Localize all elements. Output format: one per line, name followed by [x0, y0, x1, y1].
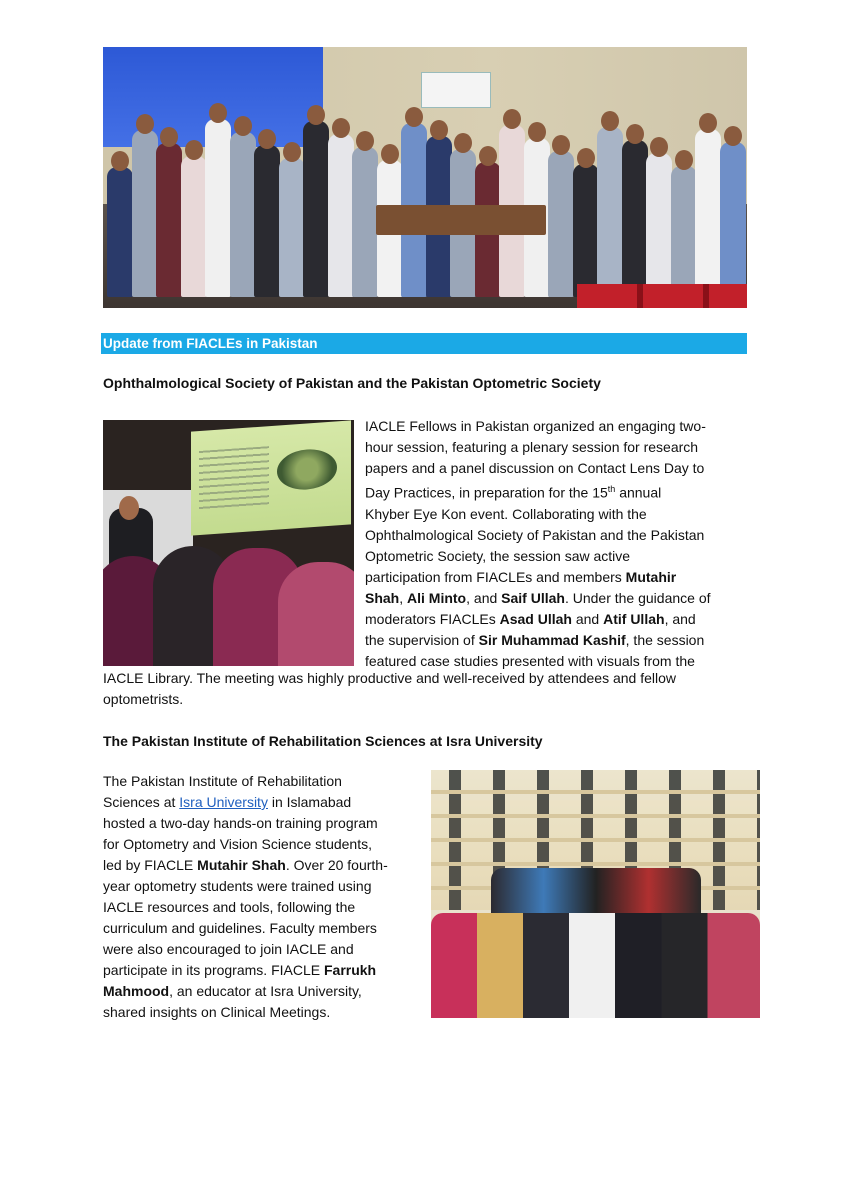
person-head [185, 140, 203, 160]
person-silhouette [352, 147, 378, 297]
superscript-th: th [607, 484, 616, 494]
person-head [111, 151, 129, 171]
person-silhouette [205, 119, 231, 297]
text-line: hour session, featuring a plenary session for research [365, 439, 699, 455]
name-bold: Asad Ullah [499, 610, 572, 627]
person-silhouette [107, 167, 133, 297]
person-head [356, 131, 374, 151]
text-line: The Pakistan Institute of Rehabilitation [103, 773, 342, 789]
text-fragment: led by FIACLE [103, 857, 198, 873]
text-line [365, 588, 750, 609]
text-line [103, 792, 423, 813]
text-line [365, 609, 750, 630]
text-fragment: the supervision of [365, 631, 479, 648]
text-line: hosted a two-day hands-on training program [103, 815, 378, 831]
text-fragment: , the session [625, 631, 705, 648]
name-bold: Saif Ullah [501, 589, 565, 606]
text-line: optometrists. [103, 691, 184, 707]
text-fragment: . Under the guidance of [564, 589, 711, 606]
person-silhouette [695, 129, 721, 297]
projected-slide [191, 420, 351, 535]
person-head [454, 133, 472, 153]
person-silhouette [671, 166, 697, 297]
text-fragment: Day Practices, in preparation for the 15 [365, 484, 608, 501]
text-line: IACLE Library. The meeting was highly productive and well-received by attendees and fellow [103, 670, 677, 686]
text-line: Khyber Eye Kon event. Collaborating with the [365, 505, 647, 522]
person-head [258, 129, 276, 149]
name-bold: Farrukh [323, 962, 377, 978]
text-line [365, 567, 750, 588]
person-silhouette [279, 158, 305, 297]
person-head [601, 111, 619, 131]
text-line: featured case studies presented with visuals from the [365, 652, 695, 669]
student-group-photo [431, 770, 760, 1018]
lecture-photo [103, 420, 354, 666]
article2-body [103, 771, 423, 1023]
text-line: IACLE resources and tools, following the [103, 899, 356, 915]
person-head [136, 114, 154, 134]
text-line: were also encouraged to join IACLE and [103, 941, 354, 957]
text-fragment: and [571, 610, 604, 627]
article-heading-ophthalmological-society: Ophthalmological Society of Pakistan and the Pakistan Optometric Society [103, 375, 601, 391]
text-line: for Optometry and Vision Science students, [103, 836, 372, 852]
person-silhouette [328, 134, 354, 297]
person-silhouette [646, 153, 672, 297]
person-silhouette [156, 143, 182, 297]
article1-body-wrapped [365, 416, 750, 672]
section-title-bar: Update from FIACLEs in Pakistan [101, 333, 747, 354]
name-bold: Mahmood [103, 983, 170, 999]
text-line [103, 960, 423, 981]
person-head [650, 137, 668, 157]
person-head [381, 144, 399, 164]
person-silhouette [303, 121, 329, 297]
person-head [626, 124, 644, 144]
person-head [234, 116, 252, 136]
text-line [365, 630, 750, 651]
text-fragment: participation from FIACLEs and members [365, 568, 626, 585]
text-fragment: , [399, 589, 408, 606]
text-line: Ophthalmological Society of Pakistan and the Pakistan [365, 526, 705, 543]
person-head [307, 105, 325, 125]
text-line: curriculum and guidelines. Faculty members [103, 920, 377, 936]
name-bold: Mutahir [625, 568, 677, 585]
person-silhouette [720, 142, 746, 297]
person-silhouette [597, 127, 623, 297]
article-heading-isra-university: The Pakistan Institute of Rehabilitation Sciences at Isra University [103, 733, 543, 749]
person-head [503, 109, 521, 129]
group-photo-event [103, 47, 747, 308]
text-line [103, 981, 423, 1002]
person-silhouette [181, 156, 207, 297]
auditorium-seats [577, 284, 747, 308]
text-fragment: Sciences at [103, 794, 180, 810]
event-banner [421, 72, 491, 108]
person-head [209, 103, 227, 123]
name-bold: Ali Minto [407, 589, 467, 606]
text-fragment: , and [664, 610, 696, 627]
text-line: shared insights on Clinical Meetings. [103, 1004, 331, 1020]
text-line: Optometric Society, the session saw active [365, 547, 631, 564]
table [376, 205, 546, 235]
text-line: papers and a panel discussion on Contact Lens Day to [365, 460, 705, 476]
isra-university-link[interactable]: Isra University [179, 794, 268, 810]
person-silhouette [573, 164, 599, 297]
text-fragment: , and [466, 589, 502, 606]
name-bold: Shah [365, 589, 400, 606]
person-head [479, 146, 497, 166]
person-head [430, 120, 448, 140]
person-head [552, 135, 570, 155]
article1-body-full [103, 668, 763, 710]
name-bold: Sir Muhammad Kashif [478, 631, 626, 648]
text-fragment: participate in its programs. FIACLE [103, 962, 324, 978]
person-head [332, 118, 350, 138]
text-fragment: annual [615, 484, 662, 501]
text-fragment: moderators FIACLEs [365, 610, 500, 627]
person-head [724, 126, 742, 146]
text-line: year optometry students were trained using [103, 878, 372, 894]
text-fragment: in Islamabad [267, 794, 352, 810]
text-fragment: , an educator at Isra University, [169, 983, 362, 999]
person-silhouette [230, 132, 256, 297]
text-line [103, 855, 423, 876]
text-fragment: . Over 20 fourth- [285, 857, 388, 873]
person-head [675, 150, 693, 170]
person-head [699, 113, 717, 133]
person-head [528, 122, 546, 142]
person-silhouette [132, 130, 158, 297]
name-bold: Atif Ullah [603, 610, 665, 627]
person-head [160, 127, 178, 147]
person-silhouette [548, 151, 574, 297]
person-head [577, 148, 595, 168]
person-head [283, 142, 301, 162]
name-bold: Mutahir Shah [197, 857, 286, 873]
person-silhouette [622, 140, 648, 297]
text-line: IACLE Fellows in Pakistan organized an engaging two- [365, 418, 706, 434]
text-line [365, 479, 750, 504]
person-head [405, 107, 423, 127]
person-silhouette [254, 145, 280, 297]
